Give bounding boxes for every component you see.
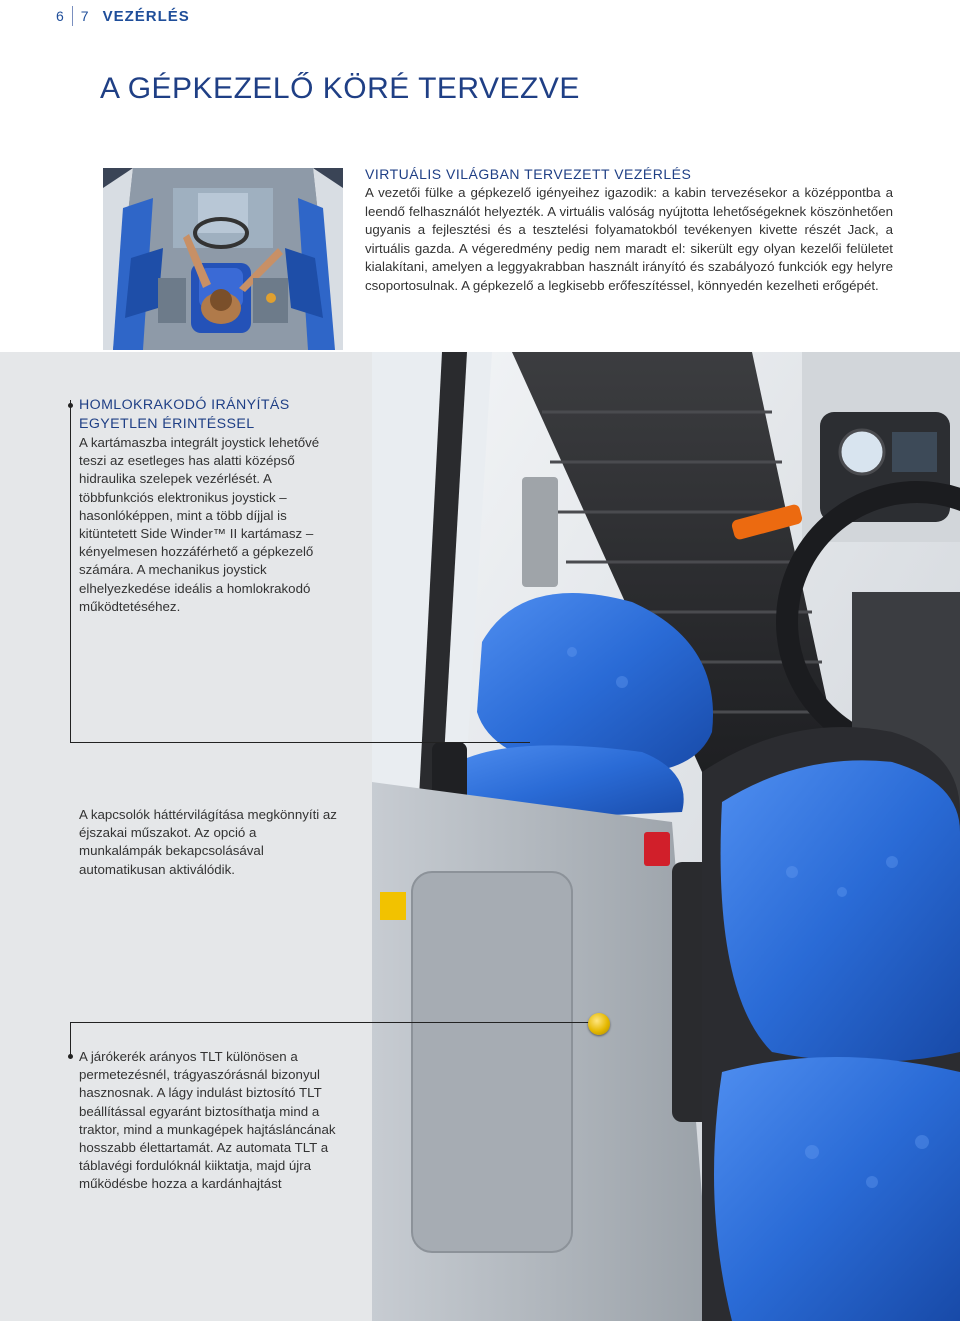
intro-section [365,166,893,295]
callout-dot-1 [68,403,73,408]
tlt-knob-marker [588,1013,610,1035]
caption-heading-line-1: HOMLOKRAKODÓ IRÁNYÍTÁS [79,397,290,413]
page-number-left: 6 [56,8,64,24]
caption-paragraph: A járókerék arányos TLT különösen a permetezésnél, trágyaszórásnál bizonyul hasznosnak. A lágy indulást biztosító TLT beállítással egyaránt biztosíthatja mind a traktor, mind a munkagépek hajtásláncának hosszabb élettartamát. Az automata TLT a táblavégi fordulóknál kiiktatja, majd újra működésbe hozza a kardánhajtást [79,1049,336,1192]
page-title: A GÉPKEZELŐ KÖRÉ TERVEZVE [100,72,580,105]
callout-line-1-vertical [70,400,71,743]
caption-ground-speed-pto [79,1048,341,1194]
cab-interior-photo [372,352,960,1321]
caption-heading-line-2: EGYETLEN ÉRINTÉSSEL [79,416,255,432]
callout-line-1-horizontal [70,742,530,743]
page-number-right: 7 [80,8,89,24]
intro-heading: VIRTUÁLIS VILÁGBAN TERVEZETT VEZÉRLÉS [365,166,692,182]
page-number-divider [72,6,73,26]
page-header [56,6,190,26]
callout-line-3-horizontal [70,1022,598,1023]
caption-paragraph: A kartámaszba integrált joystick lehetővé teszi az esetleges has alatti középső hidraulika szelepek vezérlését. A többfunkciós elektronikus joystick – hasonlóképpen, mint a több díjjal is kitüntetett Side Winder™ II kartámasz – kényelmesen hozzáférhető a gépkezelő számára. A mechanikus joystick elhelyezkedése ideális a homlokrakodó működtetéséhez. [79,435,320,614]
callout-line-3-vertical [70,1022,71,1058]
caption-loader-control [79,396,341,616]
caption-paragraph: A kapcsolók háttérvilágítása megkönnyíti az éjszakai műszakot. Az opció a munkalámpák bekapcsolásával automatikusan aktiválódik. [79,807,337,877]
caption-switch-backlight [79,806,341,879]
virtual-cab-simulation-image [103,168,343,350]
callout-dot-3 [68,1054,73,1059]
intro-paragraph: A vezetői fülke a gépkezelő igényeihez igazodik: a kabin tervezésekor a középpontba a leendő felhasználót helyezték. A virtuális valóság nyújtotta lehetőségeknek köszönhetően ugyanis a fejlesztési és a tesztelési folyamatokból tevékenyen kivette részét Jack, a virtuális gazda. A végeredmény pedig nem maradt el: sikerült egy olyan kezelői felületet kialakítani, amelyen a leggyakrabban használt irányító és szabályozó funkciók egy helyre csoportosulnak. A gépkezelő a legkisebb erőfeszítéssel, könnyedén kezelheti erőgépét. [365,185,893,293]
section-title: VEZÉRLÉS [102,7,190,25]
